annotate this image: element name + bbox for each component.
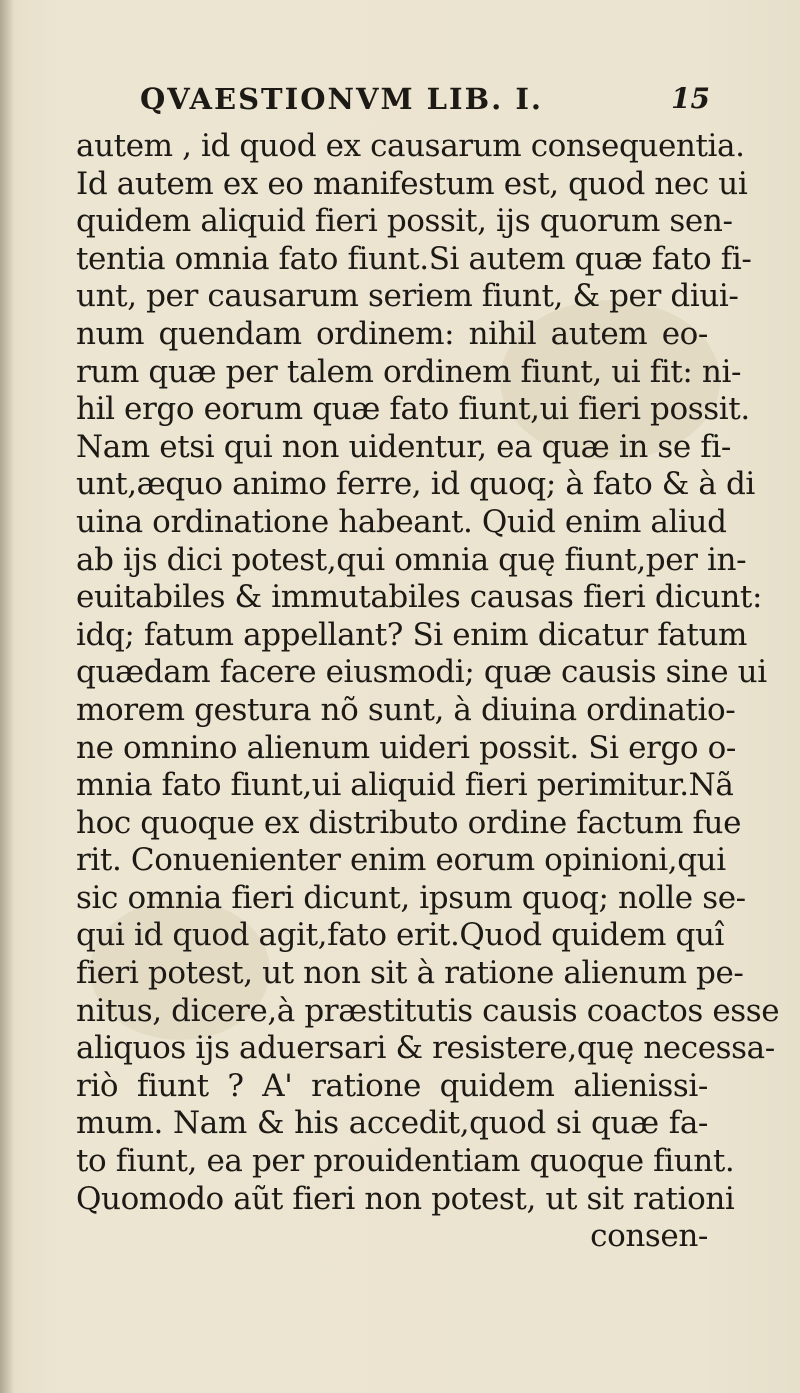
text-line: riò fiunt ? A' ratione quidem alienissi- (76, 1067, 708, 1104)
text-line: Quomodo aũt fieri non potest, ut sit rationi (76, 1180, 735, 1217)
text-line: idq; fatum appellant? Si enim dicatur fatum (76, 616, 748, 653)
text-line: unt, per causarum seriem fiunt, & per diui- (76, 278, 739, 315)
text-line: ne omnino alienum uideri possit. Si ergo o- (76, 729, 736, 766)
text-line: tentia omnia fato fiunt.Si autem quæ fato fi- (76, 240, 752, 277)
text-line: fieri potest, ut non sit à ratione alienum pe- (76, 955, 744, 992)
text-line: aliquos ijs aduersari & resistere,quę necessa- (76, 1030, 775, 1067)
text-line: mum. Nam & his accedit,quod si quæ fa- (76, 1105, 708, 1142)
text-line: autem , id quod ex causarum consequentia. (76, 128, 745, 164)
text-line: quidem aliquid fieri possit, ijs quorum sen- (76, 203, 733, 240)
text-line: morem gestura nõ sunt, à diuina ordinatio- (76, 691, 736, 728)
text-line: Nam etsi qui non uidentur, ea quæ in se fi- (76, 428, 731, 465)
text-line: sic omnia fieri dicunt, ipsum quoq; nolle se- (76, 879, 746, 916)
text-line: num quendam ordinem: nihil autem eo- (76, 315, 708, 352)
text-line: unt,æquo animo ferre, id quoq; à fato & à di (76, 466, 755, 503)
text-line: euitabiles & immutabiles causas fieri dicunt: (76, 579, 763, 616)
page-header (140, 82, 710, 122)
text-line: ab ijs dici potest,qui omnia quę fiunt,per in- (76, 541, 747, 578)
text-line: nitus, dicere,à præstitutis causis coactos esse (76, 992, 780, 1029)
text-line: rit. Conuenienter enim eorum opinioni,qui (76, 842, 726, 879)
body-text (76, 128, 780, 1256)
text-line: hoc quoque ex distributo ordine factum fue (76, 804, 742, 841)
running-title: QVAESTIONVM LIB. I. (140, 82, 543, 116)
text-line: to fiunt, ea per prouidentiam quoque fiunt. (76, 1143, 735, 1180)
page-number: 15 (671, 82, 710, 115)
text-line: mnia fato fiunt,ui aliquid fieri perimitur.Nã (76, 767, 734, 804)
gutter-shadow (0, 0, 14, 1393)
text-line: qui id quod agit,fato erit.Quod quidem quî (76, 917, 725, 954)
text-line: quædam facere eiusmodi; quæ causis sine ui (76, 654, 767, 691)
text-line: Id autem ex eo manifestum est, quod nec ui (76, 165, 748, 202)
text-line: uina ordinatione habeant. Quid enim aliud (76, 503, 727, 540)
text-line: rum quæ per talem ordinem fiunt, ui fit: ni- (76, 353, 742, 390)
catchword: consen- (590, 1218, 708, 1255)
text-line: hil ergo eorum quæ fato fiunt,ui fieri possit. (76, 391, 750, 428)
